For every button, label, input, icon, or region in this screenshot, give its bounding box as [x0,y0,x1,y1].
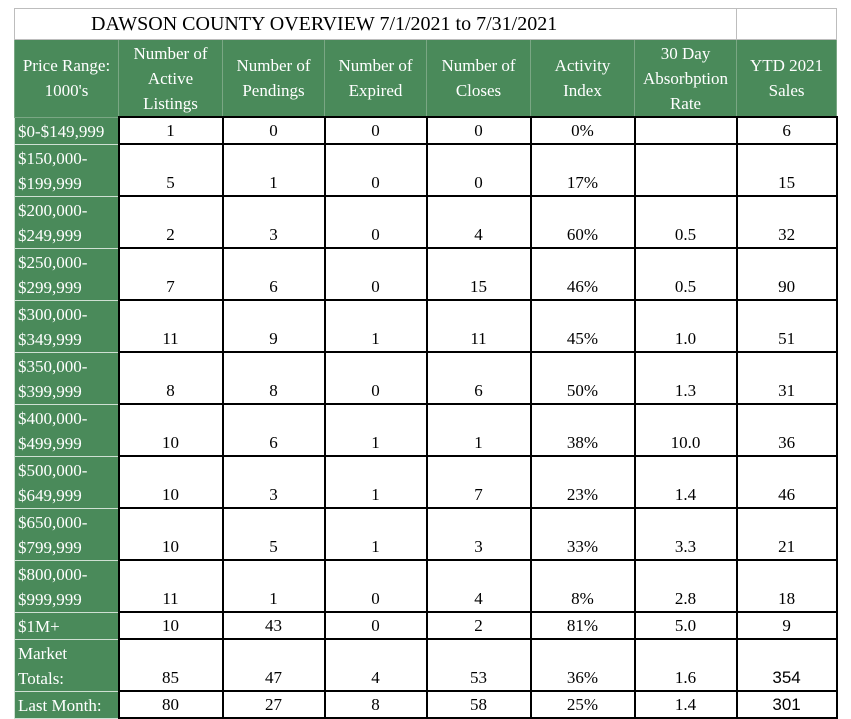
closes-cell: 3 [427,508,531,560]
expired-cell: 4 [325,639,427,691]
price-range-label-line: $350,000- [18,356,88,376]
absorption-rate-cell: 10.0 [635,404,737,456]
header-ytd-sales-line: Sales [768,81,805,100]
expired-cell: 0 [325,248,427,300]
price-range-label-line: $199,999 [18,173,82,193]
active-listings-cell: 1 [119,117,223,144]
price-range-label-line: $299,999 [18,277,82,297]
expired-cell: 8 [325,691,427,718]
activity-index-cell: 0% [531,117,635,144]
absorption-rate-cell: 0.5 [635,196,737,248]
ytd-sales-cell: 21 [737,508,837,560]
price-range-label [15,612,119,639]
header-activity-index-line: Activity [554,56,611,75]
active-listings-cell: 10 [119,612,223,639]
price-range-label-line: $400,000- [18,408,88,428]
price-range-label-line: $150,000- [18,148,88,168]
header-expired-line: Expired [348,81,403,100]
closes-cell: 7 [427,456,531,508]
header-pendings [223,40,325,118]
price-range-label-line: $249,999 [18,225,82,245]
pendings-cell: 0 [223,117,325,144]
activity-index-cell: 36% [531,639,635,691]
activity-index-cell: 8% [531,560,635,612]
pendings-cell: 6 [223,404,325,456]
title-row [15,9,837,40]
header-price-range-line: 1000's [44,81,89,101]
active-listings-cell: 80 [119,691,223,718]
activity-index-cell: 81% [531,612,635,639]
expired-cell: 1 [325,300,427,352]
ytd-sales-cell: 18 [737,560,837,612]
header-absorption-rate-line: Rate [669,93,702,113]
closes-cell: 0 [427,144,531,196]
ytd-sales-cell: 354 [737,639,837,691]
ytd-sales-cell: 31 [737,352,837,404]
expired-cell: 0 [325,196,427,248]
absorption-rate-cell: 1.4 [635,691,737,718]
activity-index-cell: 50% [531,352,635,404]
table-row [15,456,837,508]
header-active-listings-line: Number of [133,43,208,63]
price-range-label [15,404,119,456]
closes-cell: 58 [427,691,531,718]
table-row [15,508,837,560]
price-range-label-line: $300,000- [18,304,88,324]
active-listings-cell: 2 [119,196,223,248]
closes-cell: 11 [427,300,531,352]
pendings-cell: 43 [223,612,325,639]
price-range-label-line: Last Month: [18,695,102,715]
ytd-sales-cell: 36 [737,404,837,456]
overview-table-container [14,8,836,719]
price-range-label-line: $250,000- [18,252,88,272]
closes-cell: 0 [427,117,531,144]
ytd-sales-cell: 15 [737,144,837,196]
absorption-rate-cell: 1.4 [635,456,737,508]
header-closes [427,40,531,118]
price-range-label-line: $499,999 [18,433,82,453]
active-listings-cell: 8 [119,352,223,404]
header-ytd-sales-line: YTD 2021 [749,56,824,75]
ytd-sales-cell: 32 [737,196,837,248]
ytd-sales-cell: 51 [737,300,837,352]
price-range-label-line: $999,999 [18,589,82,609]
active-listings-cell: 10 [119,508,223,560]
absorption-rate-cell: 1.3 [635,352,737,404]
active-listings-cell: 11 [119,560,223,612]
pendings-cell: 3 [223,196,325,248]
table-row [15,144,837,196]
absorption-rate-cell: 3.3 [635,508,737,560]
price-range-label [15,300,119,352]
expired-cell: 0 [325,560,427,612]
header-ytd-sales [737,40,837,118]
price-range-label [15,144,119,196]
expired-cell: 0 [325,352,427,404]
activity-index-cell: 60% [531,196,635,248]
price-range-label-line: $649,999 [18,485,82,505]
price-range-label-line: Market [18,643,68,663]
expired-cell: 0 [325,612,427,639]
active-listings-cell: 10 [119,404,223,456]
absorption-rate-cell [635,117,737,144]
price-range-label [15,639,119,691]
header-price-range-line: Price Range: [22,56,111,76]
closes-cell: 1 [427,404,531,456]
price-range-label [15,352,119,404]
activity-index-cell: 17% [531,144,635,196]
header-activity-index [531,40,635,118]
header-absorption-rate-line: 30 Day [660,43,711,63]
closes-cell: 15 [427,248,531,300]
ytd-sales-cell: 90 [737,248,837,300]
pendings-cell: 47 [223,639,325,691]
activity-index-cell: 33% [531,508,635,560]
price-range-label-line: $800,000- [18,564,88,584]
table-row [15,196,837,248]
expired-cell: 0 [325,144,427,196]
pendings-cell: 1 [223,560,325,612]
table-row [15,248,837,300]
activity-index-cell: 23% [531,456,635,508]
table-row [15,352,837,404]
price-range-label-line: $200,000- [18,200,88,220]
ytd-sales-cell: 9 [737,612,837,639]
table-row [15,691,837,718]
price-range-label-line: Totals: [18,668,65,688]
price-range-label [15,560,119,612]
price-range-label [15,456,119,508]
table-row [15,639,837,691]
header-expired [325,40,427,118]
pendings-cell: 27 [223,691,325,718]
closes-cell: 53 [427,639,531,691]
header-absorption-rate-line: Absorbption [643,68,729,88]
pendings-cell: 5 [223,508,325,560]
header-active-listings-line: Listings [143,93,198,113]
table-row [15,300,837,352]
price-range-label [15,248,119,300]
header-row [15,40,837,118]
header-price-range [15,40,119,118]
header-closes-line: Closes [455,81,502,100]
price-range-label-line: $650,000- [18,512,88,532]
activity-index-cell: 38% [531,404,635,456]
price-range-label-line: $1M+ [18,616,60,636]
dawson-county-overview-table [14,8,838,719]
activity-index-cell: 25% [531,691,635,718]
closes-cell: 4 [427,196,531,248]
price-range-label [15,691,119,718]
activity-index-cell: 46% [531,248,635,300]
expired-cell: 1 [325,508,427,560]
active-listings-cell: 85 [119,639,223,691]
price-range-label-line: $500,000- [18,460,88,480]
active-listings-cell: 11 [119,300,223,352]
expired-cell: 0 [325,117,427,144]
price-range-label-line: $349,999 [18,329,82,349]
pendings-cell: 1 [223,144,325,196]
active-listings-cell: 7 [119,248,223,300]
absorption-rate-cell: 1.0 [635,300,737,352]
table-row [15,404,837,456]
pendings-cell: 9 [223,300,325,352]
price-range-label-line: $0-$149,999 [18,121,105,141]
header-pendings-line: Number of [236,56,311,75]
closes-cell: 4 [427,560,531,612]
header-active-listings [119,40,223,118]
price-range-label-line: $399,999 [18,381,82,401]
header-absorption-rate [635,40,737,118]
activity-index-cell: 45% [531,300,635,352]
expired-cell: 1 [325,404,427,456]
pendings-cell: 3 [223,456,325,508]
active-listings-cell: 5 [119,144,223,196]
price-range-label-line: $799,999 [18,537,82,557]
table-row [15,612,837,639]
absorption-rate-cell: 2.8 [635,560,737,612]
header-pendings-line: Pendings [242,81,305,100]
title-empty-cell [737,9,837,40]
header-closes-line: Number of [441,56,516,75]
active-listings-cell: 10 [119,456,223,508]
absorption-rate-cell [635,144,737,196]
header-active-listings-line: Active [147,68,194,88]
header-expired-line: Number of [338,56,413,75]
expired-cell: 1 [325,456,427,508]
absorption-rate-cell: 1.6 [635,639,737,691]
pendings-cell: 6 [223,248,325,300]
ytd-sales-cell: 301 [737,691,837,718]
price-range-label [15,508,119,560]
ytd-sales-cell: 6 [737,117,837,144]
ytd-sales-cell: 46 [737,456,837,508]
header-activity-index-line: Index [563,81,602,100]
price-range-label [15,117,119,144]
price-range-label [15,196,119,248]
absorption-rate-cell: 5.0 [635,612,737,639]
closes-cell: 2 [427,612,531,639]
pendings-cell: 8 [223,352,325,404]
table-row [15,117,837,144]
absorption-rate-cell: 0.5 [635,248,737,300]
table-row [15,560,837,612]
table-title: DAWSON COUNTY OVERVIEW 7/1/2021 to 7/31/2021 [15,9,737,40]
closes-cell: 6 [427,352,531,404]
